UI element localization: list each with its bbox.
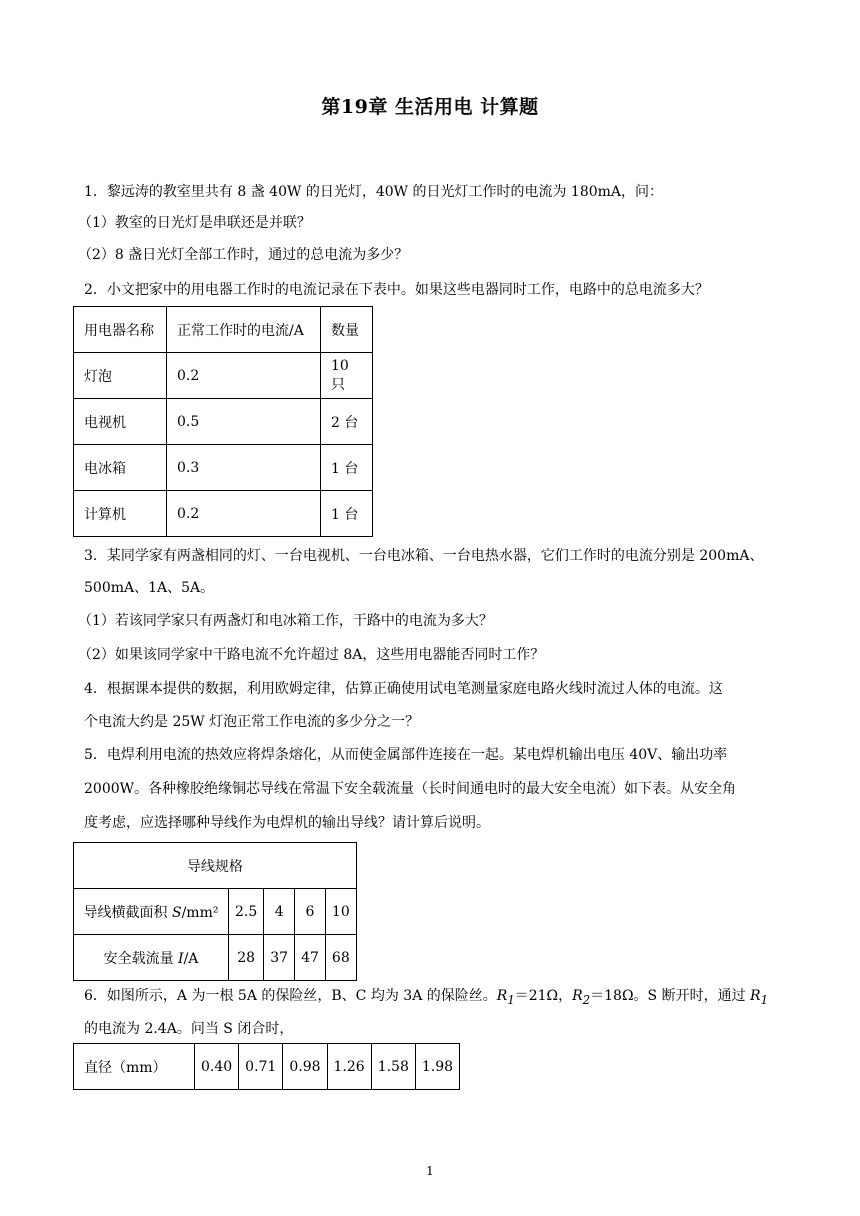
table-cell: 0.2 (167, 491, 321, 537)
area-unit: /mm² (181, 904, 219, 921)
r1-subscript: 1 (507, 992, 515, 1007)
q4-line1: 4．根据课本提供的数据，利用欧姆定律，估算正确使用试电笔测量家庭电路火线时流过人体的电流。这 (84, 681, 723, 697)
q6-line1 (84, 986, 768, 1010)
table-cell: 电冰箱 (74, 445, 167, 491)
table-row (74, 935, 357, 981)
table-cell: 2 台 (321, 399, 373, 445)
q6-text-a: 6．如图所示，A 为一根 5A 的保险丝，B、C 均为 3A 的保险丝。 (84, 988, 497, 1004)
table-cell: 0.3 (167, 445, 321, 491)
q3-sub2: （2）如果该同学家中干路电流不允许超过 8A，这些用电器能否同时工作？ (78, 647, 545, 663)
q3-line1: 3．某同学家有两盏相同的灯、一台电视机、一台电冰箱、一台电热水器，它们工作时的电流分别是 200mA、 (84, 548, 764, 564)
current-unit: /A (183, 950, 199, 967)
current-label-text: 安全载流量 (103, 950, 179, 967)
table-cell: 0.71 (239, 1044, 283, 1090)
q3-line2: 500mA、1A、5A。 (84, 580, 215, 596)
q1-sub1: （1）教室的日光灯是串联还是并联？ (78, 215, 311, 231)
table-cell: 6 (295, 889, 326, 935)
table-caption-row (74, 843, 357, 889)
table-cell: 0.2 (167, 353, 321, 399)
table-cell: 1.26 (327, 1044, 371, 1090)
table-cell: 0.5 (167, 399, 321, 445)
q4-line2: 个电流大约是 25W 灯泡正常工作电流的多少分之一？ (84, 714, 420, 730)
wire-spec-table (73, 842, 357, 981)
r2-subscript: 2 (582, 992, 591, 1007)
table-header-row (74, 307, 373, 353)
page-number: 1 (426, 1164, 434, 1178)
q6-line2: 的电流为 2.4A。问当 S 闭合时， (84, 1021, 294, 1037)
r2-symbol: R (572, 988, 583, 1004)
table-cell: 1 台 (321, 491, 373, 537)
page-title: 第19章 生活用电 计算题 (321, 96, 539, 118)
area-label-text: 导线横截面积 (83, 904, 172, 921)
table-cell: 68 (325, 935, 356, 981)
table-cell: 2.5 (229, 889, 264, 935)
table-row (74, 889, 357, 935)
table-cell: 10 (325, 889, 356, 935)
table-row (74, 1044, 460, 1090)
table-row (74, 399, 373, 445)
q5-line1: 5．电焊利用电流的热效应将焊条熔化，从而使金属部件连接在一起。某电焊机输出电压 40V、输出功率 (84, 747, 728, 763)
table-cell: 灯泡 (74, 353, 167, 399)
table-cell: 1 台 (321, 445, 373, 491)
r2-value: ＝18Ω。S 断开时，通过 (590, 988, 751, 1004)
appliance-current-table (73, 306, 373, 537)
table-row (74, 491, 373, 537)
r1-subscript: 1 (760, 992, 769, 1007)
table-cell: 1.98 (415, 1044, 459, 1090)
table-row (74, 353, 373, 399)
r1-symbol: R (496, 988, 508, 1004)
table-cell: 计算机 (74, 491, 167, 537)
table-cell: 4 (264, 889, 295, 935)
diameter-table (73, 1043, 460, 1090)
area-variable: S (171, 904, 182, 921)
q5-line3: 度考虑，应选择哪种导线作为电焊机的输出导线？请计算后说明。 (84, 815, 490, 831)
q3-sub1: （1）若该同学家只有两盏灯和电冰箱工作，干路中的电流为多大？ (78, 613, 493, 629)
diameter-label: 直径（mm） (74, 1044, 195, 1090)
table-row (74, 445, 373, 491)
table-cell: 电视机 (74, 399, 167, 445)
table-cell: 47 (295, 935, 326, 981)
current-label (74, 935, 229, 981)
table-cell: 37 (264, 935, 295, 981)
table-header-cell: 数量 (321, 307, 373, 353)
table-cell: 0.40 (195, 1044, 239, 1090)
table-cell: 1.58 (371, 1044, 415, 1090)
table-cell: 0.98 (283, 1044, 327, 1090)
area-label (74, 889, 229, 935)
q2-stem: 2．小文把家中的用电器工作时的电流记录在下表中。如果这些电器同时工作，电路中的总电流多大？ (84, 282, 709, 298)
table-header-cell: 用电器名称 (74, 307, 167, 353)
table-header-cell: 正常工作时的电流/A (167, 307, 321, 353)
table-caption: 导线规格 (74, 843, 357, 889)
q1-stem: 1．黎远涛的教室里共有 8 盏 40W 的日光灯，40W 的日光灯工作时的电流为 180mA，问： (84, 184, 664, 200)
r1-symbol: R (750, 988, 761, 1004)
r1-value: ＝21Ω， (514, 988, 573, 1004)
table-cell: 28 (229, 935, 264, 981)
q5-line2: 2000W。各种橡胶绝缘铜芯导线在常温下安全载流量（长时间通电时的最大安全电流）如下表。从安全角 (84, 781, 737, 797)
q1-sub2: （2）8 盏日光灯全部工作时，通过的总电流为多少？ (78, 247, 409, 263)
current-variable: I (178, 950, 184, 967)
table-cell: 10 只 (321, 353, 373, 399)
